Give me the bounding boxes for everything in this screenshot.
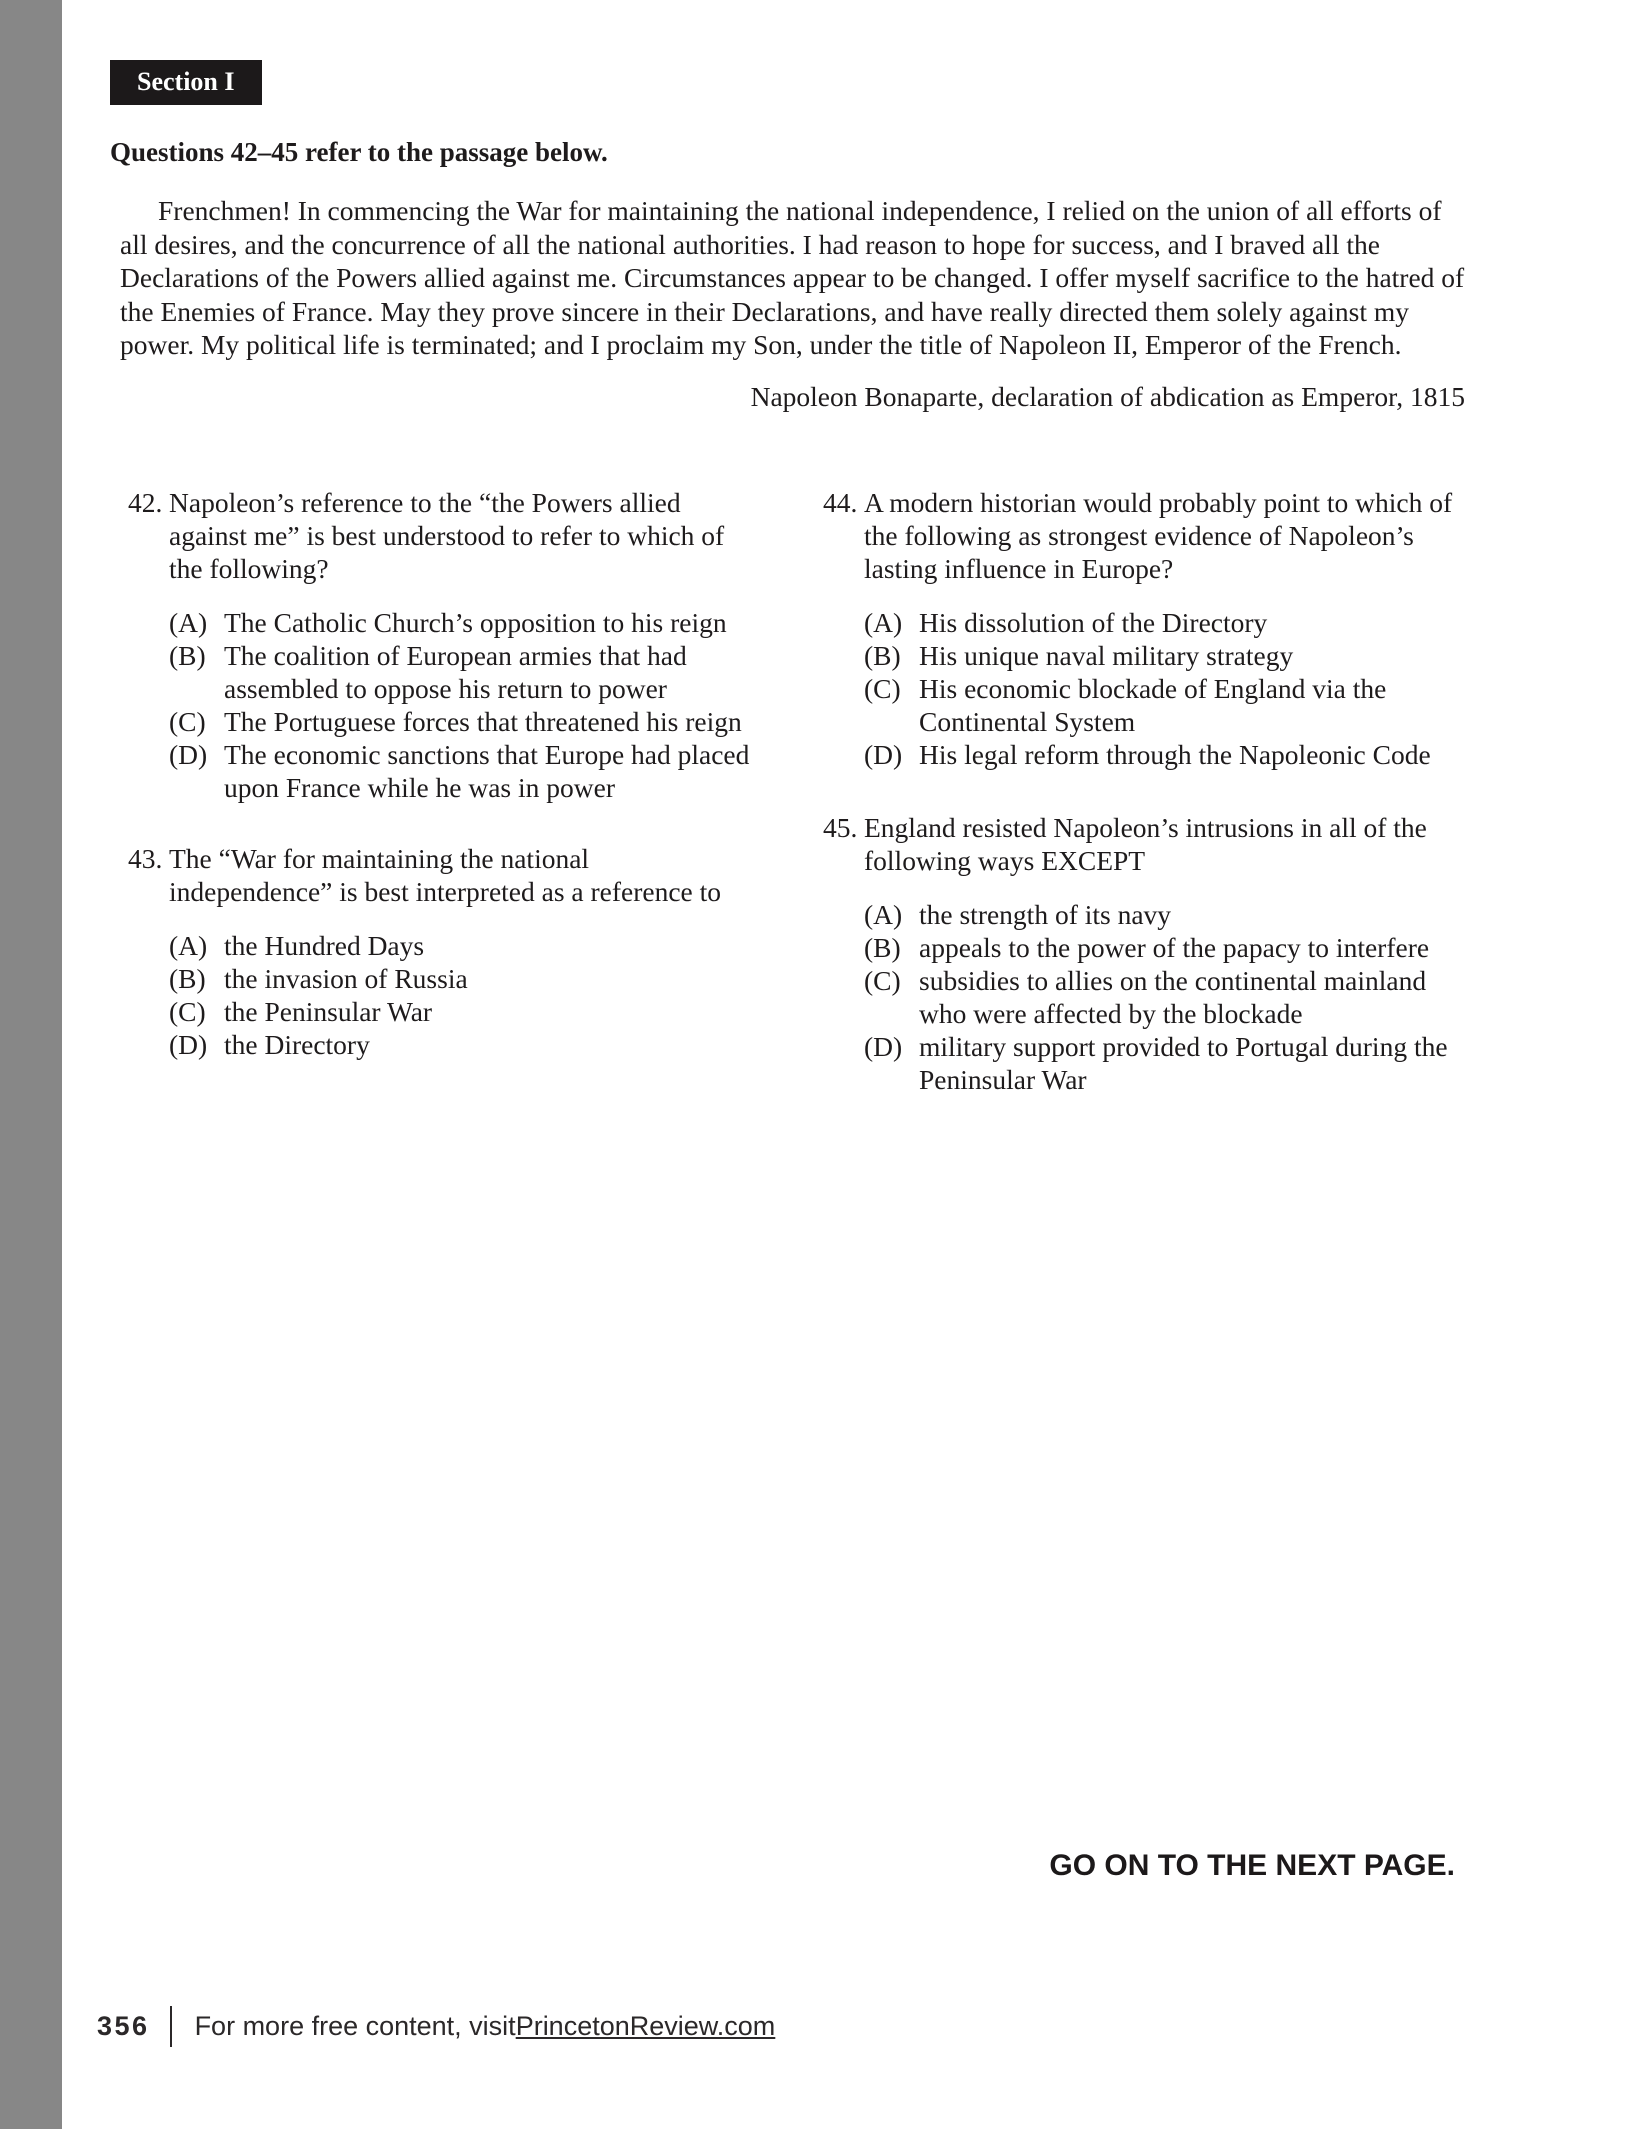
- question-42: [128, 486, 750, 804]
- question-number: 45.: [823, 812, 858, 843]
- answer-choice-a: [169, 929, 750, 962]
- choice-label: (D): [169, 739, 208, 770]
- answer-choice-c: [864, 672, 1465, 738]
- choice-text: the Hundred Days: [224, 930, 425, 961]
- choice-label: (B): [864, 640, 901, 671]
- choice-label: (B): [864, 932, 901, 963]
- question-stem: A modern historian would probably point to which of the following as strongest evidence of Napoleon’s lasting influence in Europe?: [864, 487, 1453, 584]
- choice-text: subsidies to allies on the continental mainland who were affected by the blockade: [919, 965, 1427, 1029]
- questions-column-right: [823, 486, 1465, 1096]
- passage: [120, 194, 1465, 362]
- choice-text: the Directory: [224, 1029, 370, 1060]
- choice-label: (A): [864, 607, 903, 638]
- choice-text: The Catholic Church’s opposition to his reign: [224, 607, 727, 638]
- answer-choice-c: [169, 995, 750, 1028]
- question-44: [823, 486, 1465, 771]
- choice-text: the strength of its navy: [919, 899, 1172, 930]
- question-stem-row: [128, 842, 750, 908]
- answer-choice-d: [169, 738, 750, 804]
- question-number: 42.: [128, 487, 163, 518]
- choice-label: (C): [169, 706, 206, 737]
- question-43: [128, 842, 750, 1061]
- question-number: 44.: [823, 487, 858, 518]
- answer-choice-d: [169, 1028, 750, 1061]
- page-edge-bar: [0, 0, 62, 2129]
- choice-label: (C): [169, 996, 206, 1027]
- choice-text: His dissolution of the Directory: [919, 607, 1268, 638]
- answer-choice-b: [169, 962, 750, 995]
- choice-text: military support provided to Portugal during the Peninsular War: [919, 1031, 1448, 1095]
- question-stem-row: [823, 811, 1465, 877]
- choice-label: (A): [169, 930, 208, 961]
- choice-text: The Portuguese forces that threatened his reign: [224, 706, 742, 737]
- passage-text: Frenchmen! In commencing the War for maintaining the national independence, I relied on the union of all efforts of all desires, and the concurrence of all the national authorities. I had reason to hope for success, and I braved all the Declarations of the Powers allied against me. Circumstances appear to be changed. I offer myself sacrifice to the hatred of the Enemies of France. May they prove sincere in their Declarations, and have really directed them solely against my power. My political life is terminated; and I proclaim my Son, under the title of Napoleon II, Emperor of the French.: [120, 195, 1465, 361]
- choice-label: (B): [169, 640, 206, 671]
- question-stem: Napoleon’s reference to the “the Powers allied against me” is best understood to refer to which of the following?: [169, 487, 725, 584]
- answer-choice-b: [864, 931, 1465, 964]
- section-badge: Section I: [110, 60, 262, 105]
- choice-label: (A): [864, 899, 903, 930]
- answer-choice-b: [169, 639, 750, 705]
- footer-divider: [170, 2006, 172, 2047]
- answer-choices: [823, 898, 1465, 1096]
- choice-text: The coalition of European armies that had assembled to oppose his return to power: [224, 640, 687, 704]
- passage-header: Questions 42–45 refer to the passage below.: [110, 137, 608, 167]
- choice-text: His unique naval military strategy: [919, 640, 1294, 671]
- answer-choice-a: [864, 898, 1465, 931]
- answer-choice-d: [864, 738, 1465, 771]
- choice-text: the invasion of Russia: [224, 963, 468, 994]
- answer-choice-a: [864, 606, 1465, 639]
- question-45: [823, 811, 1465, 1096]
- answer-choices: [128, 929, 750, 1061]
- choice-text: His legal reform through the Napoleonic Code: [919, 739, 1431, 770]
- answer-choice-c: [864, 964, 1465, 1030]
- choice-label: (C): [864, 965, 901, 996]
- choice-label: (D): [864, 739, 903, 770]
- go-on-instruction: GO ON TO THE NEXT PAGE.: [1049, 1849, 1455, 1882]
- choice-label: (D): [169, 1029, 208, 1060]
- question-stem-row: [128, 486, 750, 585]
- answer-choice-d: [864, 1030, 1465, 1096]
- question-stem: The “War for maintaining the national independence” is best interpreted as a reference to: [169, 843, 722, 907]
- choice-text: His economic blockade of England via the Continental System: [919, 673, 1387, 737]
- answer-choice-b: [864, 639, 1465, 672]
- answer-choice-c: [169, 705, 750, 738]
- choice-text: the Peninsular War: [224, 996, 433, 1027]
- choice-label: (D): [864, 1031, 903, 1062]
- choice-text: appeals to the power of the papacy to interfere: [919, 932, 1430, 963]
- footer-note: For more free content, visit: [194, 2011, 516, 2041]
- choice-text: The economic sanctions that Europe had placed upon France while he was in power: [224, 739, 750, 803]
- choice-label: (C): [864, 673, 901, 704]
- page-footer: [97, 2006, 775, 2047]
- page-number: 356: [97, 2011, 150, 2041]
- answer-choices: [823, 606, 1465, 771]
- question-stem: England resisted Napoleon’s intrusions in all of the following ways EXCEPT: [864, 812, 1427, 876]
- questions-area: [128, 486, 1465, 1096]
- answer-choice-a: [169, 606, 750, 639]
- choice-label: (B): [169, 963, 206, 994]
- passage-attribution: Napoleon Bonaparte, declaration of abdication as Emperor, 1815: [750, 381, 1465, 412]
- question-number: 43.: [128, 843, 163, 874]
- choice-label: (A): [169, 607, 208, 638]
- question-stem-row: [823, 486, 1465, 585]
- answer-choices: [128, 606, 750, 804]
- princeton-review-link[interactable]: PrincetonReview.com: [515, 2011, 776, 2041]
- questions-column-left: [128, 486, 750, 1096]
